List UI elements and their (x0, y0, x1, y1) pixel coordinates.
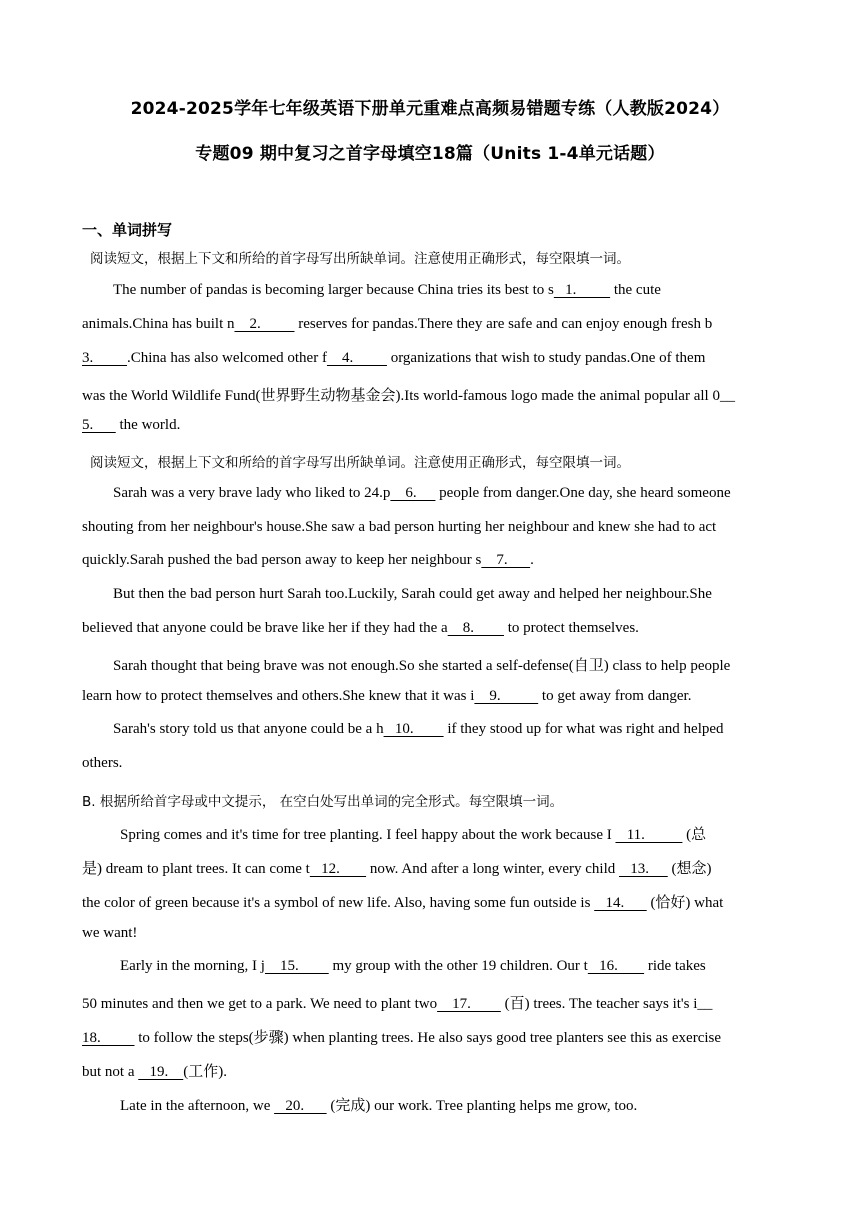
blank-3[interactable]: 3. (82, 350, 127, 366)
blank-9[interactable]: 9. (474, 688, 539, 704)
blank-5[interactable]: 5. (82, 417, 116, 433)
instruction-1: 阅读短文，根据上下文和所给的首字母写出所缺单词。注意使用正确形式，每空限填一词。 (90, 251, 630, 267)
document-subtitle: 专题09 期中复习之首字母填空18篇（Units 1-4单元话题） (195, 144, 665, 164)
blank-6[interactable]: 6. (390, 485, 436, 501)
blank-8[interactable]: 8. (447, 620, 504, 636)
blank-13[interactable]: 13. (619, 861, 668, 877)
p2-line-4: But then the bad person hurt Sarah too.Luckily, Sarah could get away and helped her neighbour.She (113, 586, 712, 602)
p2-line-2: shouting from her neighbour's house.She saw a bad person hurting her neighbour and knew she had to act (82, 519, 717, 535)
p2-line-6: Sarah thought that being brave was not enough.So she started a self-defense(自卫) class to help people (113, 658, 731, 674)
b-line-6: 50 minutes and then we get to a park. We need to plant two 17. (百) trees. The teacher says it's i__ (82, 996, 713, 1012)
p2-line-9: others. (82, 755, 123, 771)
p2-line-1: Sarah was a very brave lady who liked to 24.p 6. people from danger.One day, she heard someone (113, 485, 731, 501)
p1-line-4: was the World Wildlife Fund(世界野生动物基金会).Its world-famous logo made the animal popular all 0__ (82, 388, 735, 404)
blank-12[interactable]: 12. (309, 861, 367, 877)
blank-10[interactable]: 10. (383, 721, 444, 737)
b-line-3: the color of green because it's a symbol of new life. Also, having some fun outside is 14. (恰好) what (82, 895, 724, 911)
instruction-2: 阅读短文，根据上下文和所给的首字母写出所缺单词。注意使用正确形式，每空限填一词。 (90, 455, 630, 471)
p2-line-7: learn how to protect themselves and others.She knew that it was i 9. to get away from danger. (82, 688, 692, 704)
blank-2[interactable]: 2. (234, 316, 295, 332)
b-line-1: Spring comes and it's time for tree planting. I feel happy about the work because I 11. (总 (120, 827, 707, 843)
b-line-4: we want! (82, 925, 138, 941)
b-line-7: 18. to follow the steps(步骤) when planting trees. He also says good tree planters see this as exercise (82, 1030, 722, 1046)
blank-1[interactable]: 1. (553, 282, 611, 298)
section-heading: 一、单词拼写 (82, 221, 173, 239)
instruction-b: B. 根据所给首字母或中文提示， 在空白处写出单词的完全形式。每空限填一词。 (82, 794, 564, 810)
p2-line-8: Sarah's story told us that anyone could be a h 10. if they stood up for what was right and helped (113, 721, 724, 737)
b-line-8: but not a 19. (工作). (82, 1064, 227, 1080)
blank-14[interactable]: 14. (594, 895, 647, 911)
p1-line-1: The number of pandas is becoming larger because China tries its best to s 1. the cute (113, 282, 661, 298)
blank-7[interactable]: 7. (481, 552, 531, 568)
blank-19[interactable]: 19. (138, 1064, 184, 1080)
p1-line-5: 5. the world. (82, 417, 181, 433)
blank-16[interactable]: 16. (587, 958, 645, 974)
b-line-2: 是) dream to plant trees. It can come t 12. now. And after a long winter, every child 13. (想念) (82, 861, 712, 877)
blank-18[interactable]: 18. (82, 1030, 135, 1046)
blank-11[interactable]: 11. (615, 827, 683, 843)
p1-line-2: animals.China has built n 2. reserves for pandas.There they are safe and can enjoy enough fresh b (82, 316, 713, 332)
b-line-9: Late in the afternoon, we 20. (完成) our work. Tree planting helps me grow, too. (120, 1098, 638, 1114)
b-line-5: Early in the morning, I j 15. my group with the other 19 children. Our t 16. ride takes (120, 958, 706, 974)
blank-20[interactable]: 20. (274, 1098, 327, 1114)
p2-line-3: quickly.Sarah pushed the bad person away to keep her neighbour s 7. . (82, 552, 534, 568)
blank-15[interactable]: 15. (264, 958, 329, 974)
blank-17[interactable]: 17. (437, 996, 501, 1012)
p2-line-5: believed that anyone could be brave like her if they had the a 8. to protect themselves. (82, 620, 639, 636)
document-title: 2024-2025学年七年级英语下册单元重难点高频易错题专练（人教版2024） (130, 99, 730, 119)
blank-4[interactable]: 4. (326, 350, 387, 366)
p1-line-3: 3. .China has also welcomed other f 4. organizations that wish to study pandas.One of them (82, 350, 706, 366)
